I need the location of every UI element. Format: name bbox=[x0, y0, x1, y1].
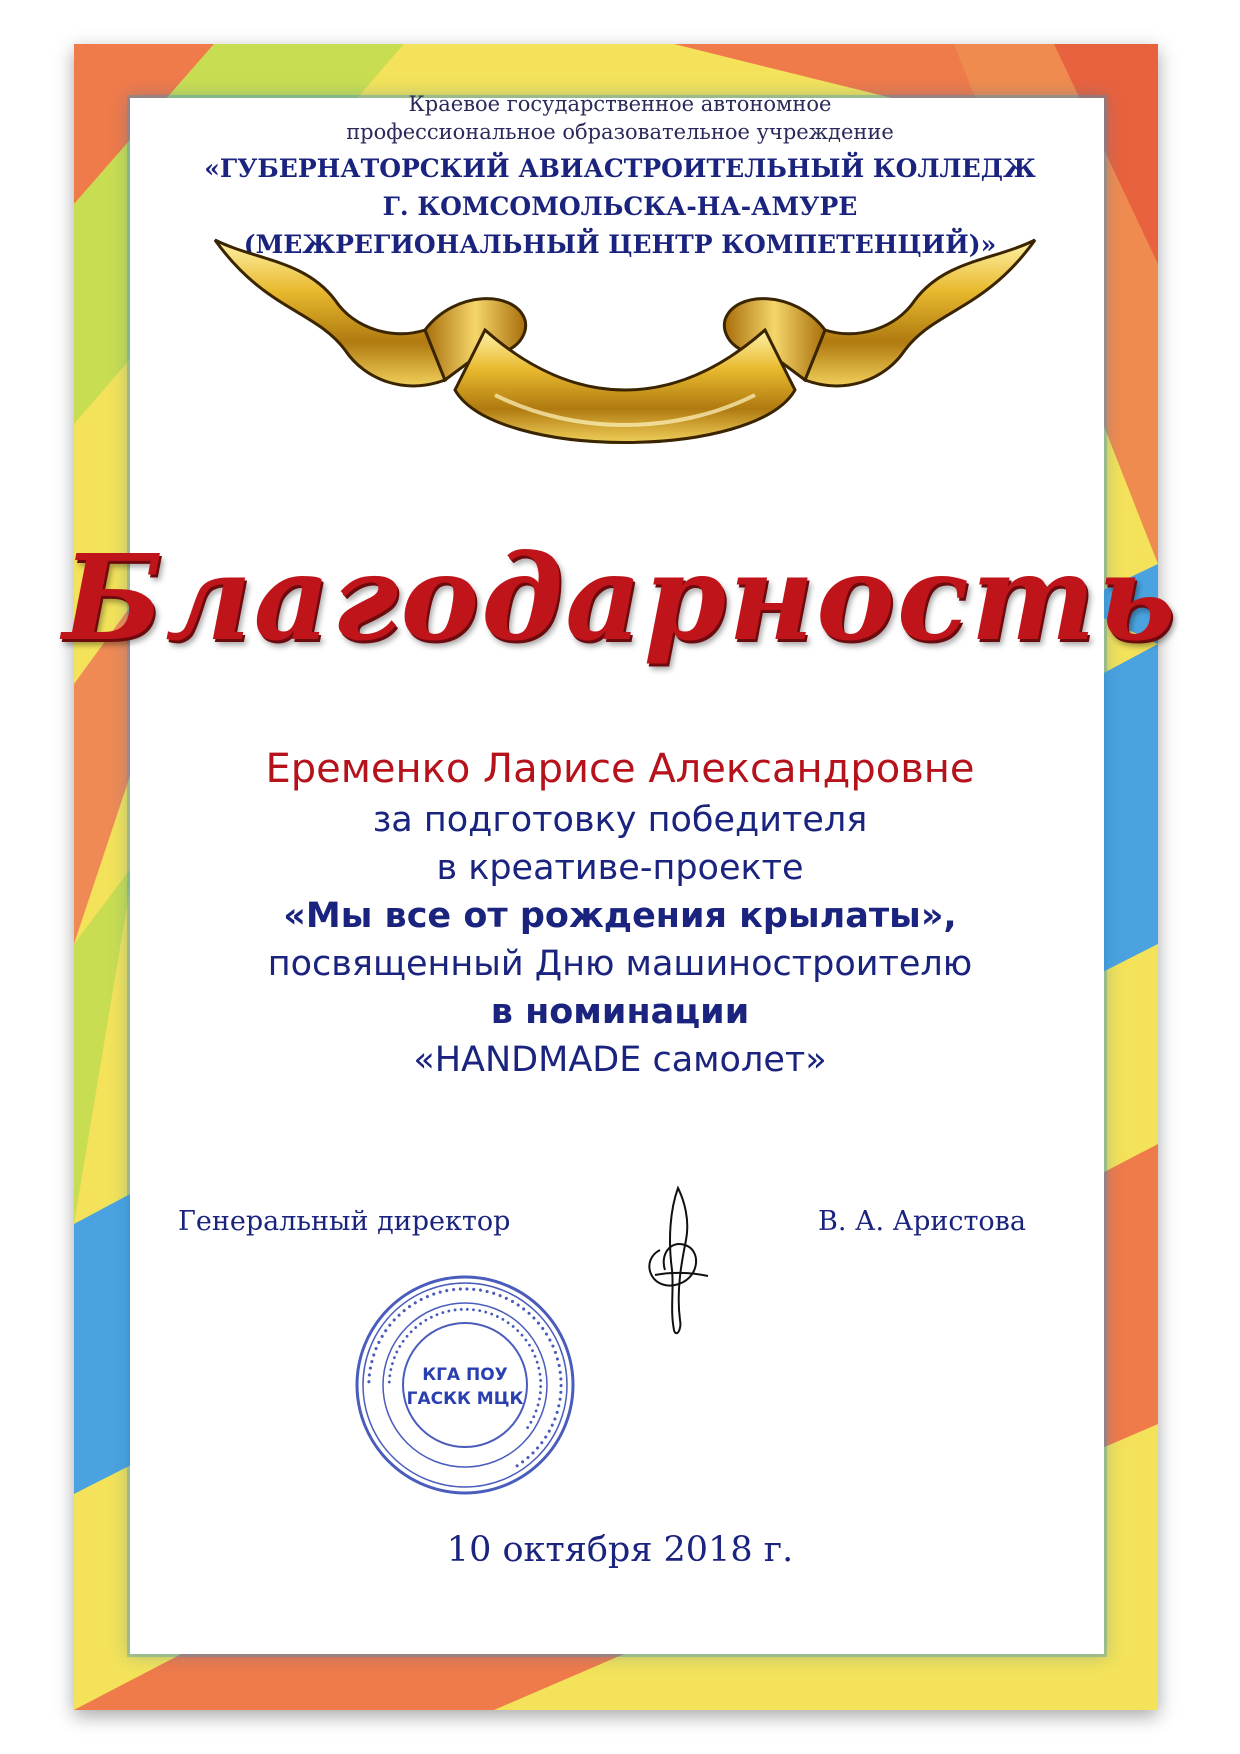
recipient-name: Еременко Ларисе Александровне bbox=[265, 746, 975, 792]
project-title: «Мы все от рождения крылаты», bbox=[283, 896, 957, 936]
body-line-2: в креативе-проекте bbox=[436, 848, 804, 888]
gold-ribbon-icon bbox=[195, 220, 1055, 520]
stamp-text-2: ГАСКК МЦК bbox=[406, 1389, 524, 1409]
body-line-3: посвященный Дню машиностроителю bbox=[267, 944, 973, 984]
svg-text:••••••••••••••••••••••••••••••: •••••••••••••••••••••••••••••••••••••••••••••• bbox=[384, 1304, 546, 1433]
director-position: Генеральный директор bbox=[178, 1206, 511, 1237]
body-line-1: за подготовку победителя bbox=[372, 800, 868, 840]
svg-text:••••••••••••••••••••••••••••••: ••••••••••••••••••••••••••••••••••••••••••••••••••••••••••• bbox=[362, 1282, 568, 1473]
certificate-title: Благодарность bbox=[62, 528, 1178, 667]
org-name-line-2: Г. КОМСОМОЛЬСКА-НА-АМУРЕ bbox=[382, 192, 858, 221]
org-line-1: Краевое государственное автономное bbox=[408, 92, 832, 116]
nomination-name: «HANDMADE самолет» bbox=[413, 1040, 827, 1080]
stamp-text-1: КГА ПОУ bbox=[422, 1365, 508, 1385]
nomination-label: в номинации bbox=[490, 992, 750, 1032]
org-name-line-3: (МЕЖРЕГИОНАЛЬНЫЙ ЦЕНТР КОМПЕТЕНЦИЙ)» bbox=[243, 230, 997, 259]
org-line-2: профессиональное образовательное учреждение bbox=[346, 120, 894, 144]
handwritten-signature-icon bbox=[630, 1180, 720, 1340]
certificate-date: 10 октября 2018 г. bbox=[446, 1530, 794, 1570]
official-stamp-icon bbox=[350, 1270, 580, 1500]
org-name-line-1: «ГУБЕРНАТОРСКИЙ АВИАСТРОИТЕЛЬНЫЙ КОЛЛЕДЖ bbox=[204, 154, 1036, 183]
director-name: В. А. Аристова bbox=[818, 1206, 1026, 1237]
